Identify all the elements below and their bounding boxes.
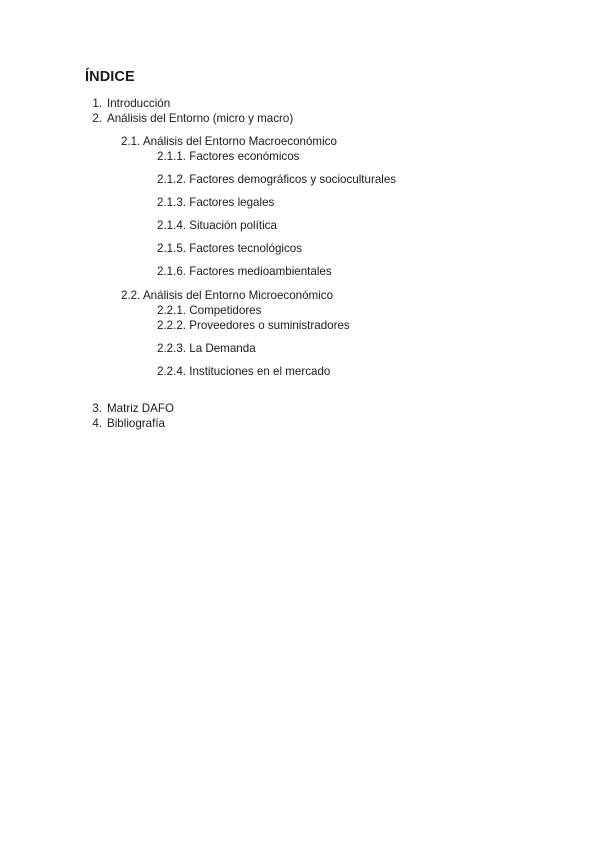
toc-item-label: Competidores — [189, 304, 262, 317]
toc-item-label: Factores medioambientales — [189, 265, 332, 278]
toc-item-microeconomico — [121, 289, 333, 303]
toc-item-matriz-dafo — [84, 402, 174, 416]
toc-item-number: 2.1.5. — [157, 242, 187, 255]
toc-item-label: Factores legales — [189, 196, 275, 209]
toc-item-number: 2.1.4. — [157, 219, 187, 232]
toc-item-bibliografia — [84, 417, 165, 431]
toc-item-factores-demograficos — [157, 173, 396, 187]
toc-item-demanda — [157, 342, 256, 356]
toc-item-label: La Demanda — [189, 342, 256, 355]
toc-item-number: 2.2.1. — [157, 304, 187, 317]
toc-item-label: Factores tecnológicos — [189, 242, 303, 255]
toc-item-proveedores — [157, 319, 350, 333]
toc-item-label: Bibliografía — [107, 417, 166, 430]
toc-item-number: 2.2.4. — [157, 365, 187, 378]
toc-item-number: 2.1.2. — [157, 173, 187, 186]
toc-item-macroeconomico — [121, 135, 337, 149]
toc-item-number: 4. — [92, 417, 102, 430]
toc-item-label: Situación política — [189, 219, 277, 232]
toc-item-number: 2.1.6. — [157, 265, 187, 278]
toc-item-competidores — [157, 304, 261, 318]
toc-item-introduccion — [84, 97, 170, 111]
toc-item-label: Proveedores o suministradores — [189, 319, 350, 332]
toc-item-label: Análisis del Entorno Macroeconómico — [142, 135, 337, 148]
toc-item-number: 3. — [92, 402, 102, 415]
toc-item-number: 2.1. — [121, 135, 141, 148]
toc-item-number: 2. — [92, 112, 102, 125]
toc-item-situacion-politica — [157, 219, 277, 233]
toc-item-number: 2.1.1. — [157, 150, 187, 163]
toc-item-factores-tecnologicos — [157, 242, 302, 256]
toc-item-number: 2.2.3. — [157, 342, 187, 355]
toc-item-label: Introducción — [107, 97, 171, 110]
toc-item-label: Análisis del Entorno (micro y macro) — [107, 112, 294, 125]
toc-item-number: 1. — [92, 97, 102, 110]
toc-item-label: Factores económicos — [189, 150, 300, 163]
toc-item-label: Análisis del Entorno Microeconómico — [142, 289, 334, 302]
toc-item-number: 2.2.2. — [157, 319, 187, 332]
toc-item-number: 2.1.3. — [157, 196, 187, 209]
toc-item-analisis-entorno — [84, 112, 293, 126]
toc-item-instituciones — [157, 365, 330, 379]
toc-item-number: 2.2. — [121, 289, 141, 302]
toc-item-label: Instituciones en el mercado — [189, 365, 331, 378]
toc-item-factores-medioambientales — [157, 265, 332, 279]
page-title: ÍNDICE — [85, 69, 135, 85]
toc-item-label: Matriz DAFO — [107, 402, 174, 415]
toc-item-factores-legales — [157, 196, 274, 210]
toc-item-factores-economicos — [157, 150, 299, 164]
toc-item-label: Factores demográficos y socioculturales — [189, 173, 397, 186]
